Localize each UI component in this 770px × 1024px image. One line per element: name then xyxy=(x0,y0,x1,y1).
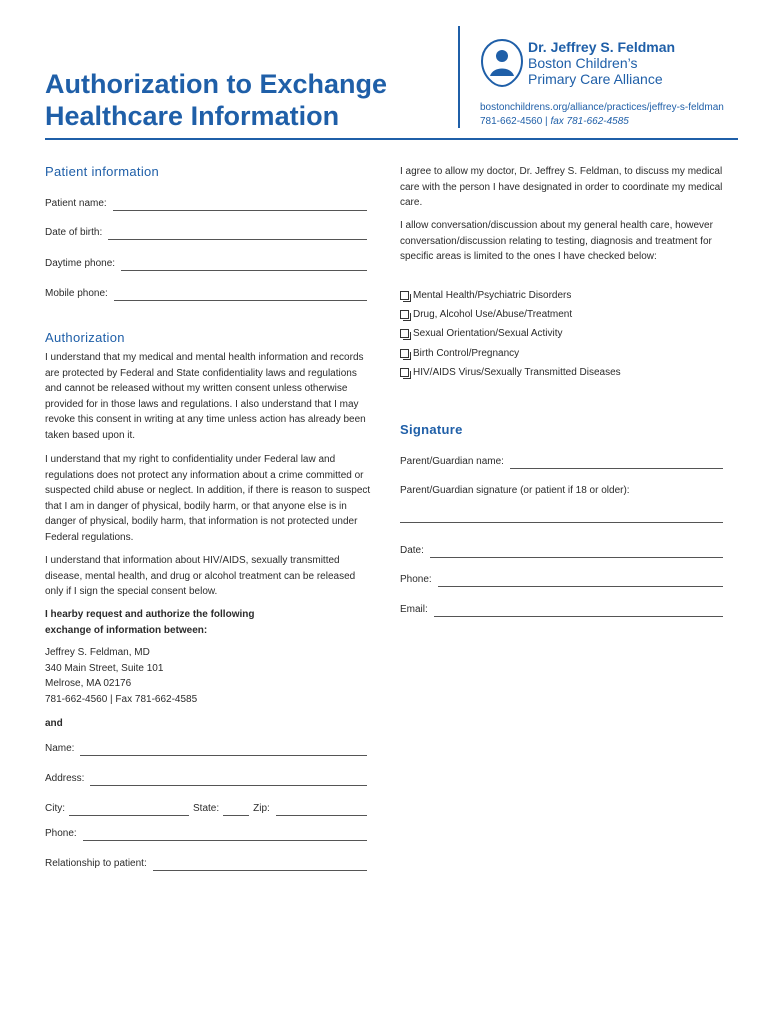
guardian-name-label: Parent/Guardian name: xyxy=(400,456,504,467)
phone-fax-line xyxy=(480,115,724,129)
recipient-phone-label: Phone: xyxy=(45,828,77,839)
patient-name-label: Patient name: xyxy=(45,198,107,209)
relationship-line[interactable] xyxy=(153,861,367,871)
header-divider xyxy=(458,26,460,128)
mobile-phone-label: Mobile phone: xyxy=(45,288,108,299)
patient-name-field[interactable] xyxy=(45,197,367,211)
relationship-field[interactable] xyxy=(45,857,367,871)
guardian-name-line[interactable] xyxy=(510,459,723,469)
brand-block xyxy=(528,39,675,87)
mobile-phone-field[interactable] xyxy=(45,287,367,301)
authorization-paragraph-1: I understand that my medical and mental health information and records are protected by Federal and State confidentiality laws and regulations and cannot be released without my written consent unless otherwise provided for in those laws and regulations. I also understand that I may revoke this consent in writing at any time unless action has already been taken based upon it. xyxy=(45,352,366,441)
option-label: Drug, Alcohol Use/Abuse/Treatment xyxy=(413,309,573,320)
header-rule xyxy=(45,138,738,140)
provider-phone-fax: 781-662-4560 | Fax 781-662-4585 xyxy=(45,693,198,705)
signature-email-field[interactable] xyxy=(400,603,723,617)
authorization-paragraph-2: I understand that my right to confidentiality under Federal law and regulations does not protect any information about a crime committed or suspected child abuse or neglect. In addition, if there is reason to suspect that I am in danger of physical, bodily harm, or that anyone else is in danger of physical, bodily harm, that information is not protected under Federal regulations. xyxy=(45,454,371,543)
recipient-name-label: Name: xyxy=(45,743,75,754)
and-label: and xyxy=(45,718,63,729)
checkbox-icon[interactable] xyxy=(400,310,409,319)
signature-date-line[interactable] xyxy=(430,548,723,558)
provider-city: Melrose, MA 02176 xyxy=(45,678,132,690)
contact-block xyxy=(480,101,724,129)
dob-label: Date of birth: xyxy=(45,227,103,238)
signature-phone-line[interactable] xyxy=(438,577,723,587)
recipient-phone-field[interactable] xyxy=(45,827,367,841)
state-line[interactable] xyxy=(223,806,249,816)
option-label: Sexual Orientation/Sexual Activity xyxy=(413,328,563,339)
consent-paragraph-1: I agree to allow my doctor, Dr. Jeffrey S. Feldman, to discuss my medical care with the person I have designated in order to coordinate my medical care. xyxy=(400,166,723,209)
daytime-phone-label: Daytime phone: xyxy=(45,258,116,269)
option-label: Birth Control/Pregnancy xyxy=(413,348,520,359)
brand-org-1: Boston Children’s xyxy=(528,55,638,71)
phone-number: 781-662-4560 | xyxy=(480,116,548,127)
city-line[interactable] xyxy=(69,806,189,816)
provider-name: Jeffrey S. Feldman, MD xyxy=(45,647,150,658)
guardian-name-field[interactable] xyxy=(400,455,723,469)
brand-org-2: Primary Care Alliance xyxy=(528,71,663,87)
signature-email-label: Email: xyxy=(400,604,428,615)
zip-line[interactable] xyxy=(276,806,367,816)
checkbox-icon[interactable] xyxy=(400,349,409,358)
checkbox-icon[interactable] xyxy=(400,368,409,377)
zip-label: Zip: xyxy=(253,803,270,814)
option-sexual-orientation[interactable] xyxy=(400,328,563,339)
request-line-2: exchange of information between: xyxy=(45,624,208,636)
daytime-phone-field[interactable] xyxy=(45,257,367,271)
provider-address xyxy=(45,645,375,707)
request-statement xyxy=(45,607,375,638)
fax-number: fax 781-662-4585 xyxy=(550,116,629,127)
consent-paragraph-2: I allow conversation/discussion about my general health care, however conversation/discussion relating to testing, diagnosis and treatment for specific areas is limited to the ones I have checked below: xyxy=(400,220,713,263)
patient-info-heading: Patient information xyxy=(45,164,160,179)
brand-name: Dr. Jeffrey S. Feldman xyxy=(528,39,676,55)
signature-email-line[interactable] xyxy=(434,607,723,617)
option-hiv-aids[interactable] xyxy=(400,367,621,378)
signature-date-field[interactable] xyxy=(400,544,723,558)
guardian-signature-line[interactable] xyxy=(400,522,723,523)
page-title xyxy=(45,68,425,132)
checkbox-icon[interactable] xyxy=(400,291,409,300)
relationship-label: Relationship to patient: xyxy=(45,858,147,869)
request-line-1: I hearby request and authorize the following xyxy=(45,609,255,620)
option-label: Mental Health/Psychiatric Disorders xyxy=(413,290,572,301)
option-drug-alcohol[interactable] xyxy=(400,309,572,320)
guardian-signature-label: Parent/Guardian signature (or patient if 18 or older): xyxy=(400,485,630,496)
recipient-name-line[interactable] xyxy=(80,746,367,756)
daytime-phone-line[interactable] xyxy=(121,261,367,271)
recipient-address-label: Address: xyxy=(45,773,85,784)
recipient-name-field[interactable] xyxy=(45,742,367,756)
mobile-phone-line[interactable] xyxy=(114,291,367,301)
signature-date-label: Date: xyxy=(400,545,424,556)
dob-line[interactable] xyxy=(108,230,367,240)
patient-name-line[interactable] xyxy=(113,201,367,211)
boston-childrens-logo-icon xyxy=(480,38,524,88)
authorization-heading: Authorization xyxy=(45,330,125,345)
dob-field[interactable] xyxy=(45,226,367,240)
title-line-2: Healthcare Information xyxy=(45,101,340,131)
provider-street: 340 Main Street, Suite 101 xyxy=(45,662,164,674)
recipient-city-state-zip[interactable] xyxy=(45,802,367,816)
signature-phone-label: Phone: xyxy=(400,574,432,585)
signature-heading: Signature xyxy=(400,422,463,437)
title-line-1: Authorization to Exchange xyxy=(45,69,388,99)
recipient-address-field[interactable] xyxy=(45,772,367,786)
recipient-address-line[interactable] xyxy=(90,776,367,786)
option-label: HIV/AIDS Virus/Sexually Transmitted Diseases xyxy=(413,367,621,378)
option-birth-control[interactable] xyxy=(400,348,519,359)
state-label: State: xyxy=(193,803,220,814)
recipient-phone-line[interactable] xyxy=(83,831,367,841)
signature-phone-field[interactable] xyxy=(400,573,723,587)
option-mental-health[interactable] xyxy=(400,290,571,301)
practice-url[interactable]: bostonchildrens.org/alliance/practices/jeffrey-s-feldman xyxy=(480,102,724,113)
city-label: City: xyxy=(45,803,65,814)
authorization-paragraph-3: I understand that information about HIV/AIDS, sexually transmitted disease, mental health, and drug or alcohol treatment can be released only if I sign the special consent below. xyxy=(45,555,356,598)
checkbox-icon[interactable] xyxy=(400,329,409,338)
